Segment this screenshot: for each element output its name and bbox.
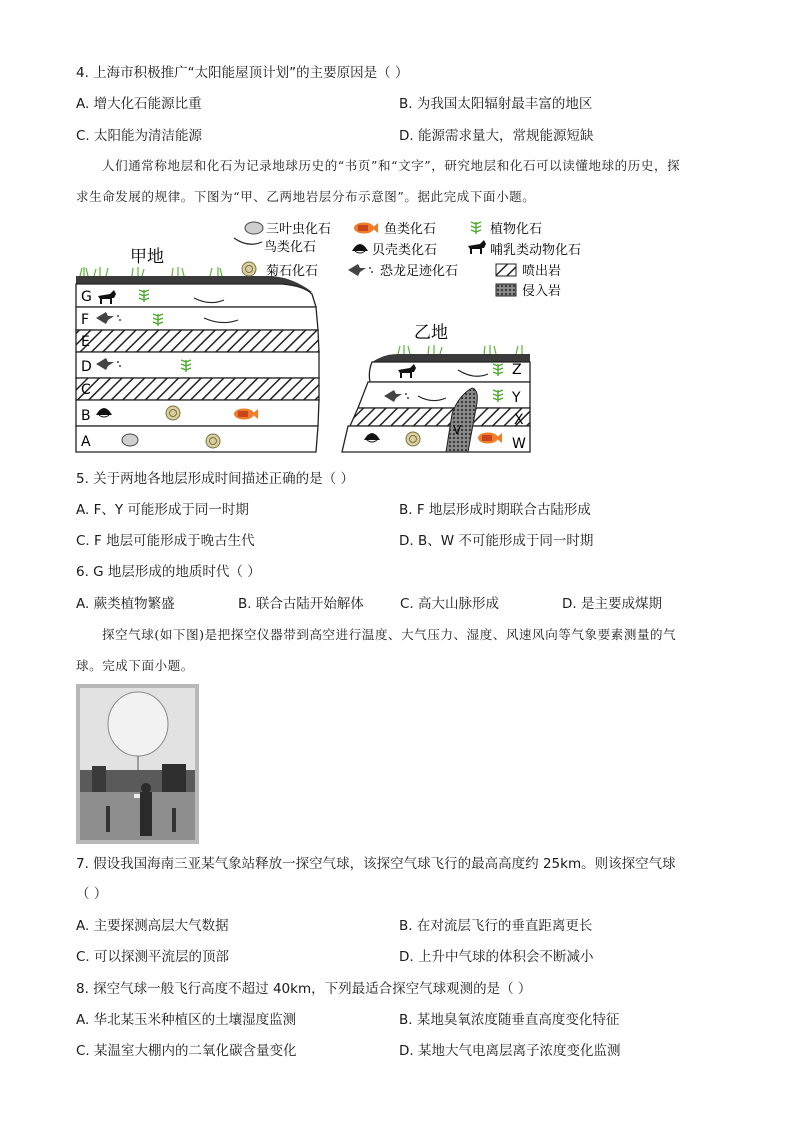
sounding-balloon-photo [76,684,199,844]
q5-stem: 5. 关于两地各地层形成时间描述正确的是（ ） [76,471,354,487]
trilobite-icon [245,222,263,234]
strata-figure [72,212,612,460]
svg-text:植物化石: 植物化石 [490,222,543,237]
svg-text:三叶虫化石: 三叶虫化石 [266,222,332,237]
label-a: A [81,434,91,450]
q4-option-d: D. 能源需求量大，常规能源短缺 [399,128,594,144]
svg-text:喷出岩: 喷出岩 [522,264,562,279]
intro1-line2: 求生命发展的规律。下图为“甲、乙两地岩层分布示意图”。据此完成下面小题。 [76,189,536,204]
jia-title: 甲地 [130,247,164,267]
layer-jia-a [76,426,318,452]
q4-option-a: A. 增大化石能源比重 [76,96,202,112]
bird-icon [234,238,262,244]
svg-text:恐龙足迹化石: 恐龙足迹化石 [380,264,459,279]
yi-title: 乙地 [414,323,448,343]
layer-jia-d [76,352,319,378]
q8-option-c: C. 某温室大棚内的二氧化碳含量变化 [76,1043,297,1059]
svg-text:鱼类化石: 鱼类化石 [384,222,437,237]
q4-stem: 4. 上海市积极推广“太阳能屋顶计划”的主要原因是（ ） [76,65,409,81]
q7-stem-line1: 7. 假设我国海南三亚某气象站释放一探空气球，该探空气球飞行的最高高度约 25km。则该探空气球 [76,856,676,872]
ammonite-icon [166,406,180,420]
q5-option-c: C. F 地层可能形成于晚古生代 [76,533,255,549]
q4-option-c: C. 太阳能为清洁能源 [76,128,203,144]
svg-text:贝壳类化石: 贝壳类化石 [372,243,438,258]
label-g: G [81,289,92,305]
q6-option-c: C. 高大山脉形成 [400,596,500,612]
ammonite-icon [206,434,220,448]
q7-option-a: A. 主要探测高层大气数据 [76,918,229,934]
q7-option-c: C. 可以探测平流层的顶部 [76,949,230,965]
q8-option-b: B. 某地臭氧浓度随垂直高度变化特征 [399,1012,620,1028]
q6-option-b: B. 联合古陆开始解体 [238,596,364,612]
ammonite-icon [242,262,256,276]
mammal-icon [468,240,486,254]
svg-text:侵入岩: 侵入岩 [522,284,562,299]
layer-jia-f [76,307,318,330]
label-w: W [512,436,526,452]
intrusive-rock-swatch [496,284,516,296]
svg-text:菊石化石: 菊石化石 [266,264,319,279]
layer-yi-x [350,408,530,426]
yi-grass [398,345,522,354]
label-v: V [453,423,462,437]
q8-option-a: A. 华北某玉米种植区的土壤湿度监测 [76,1012,297,1028]
intro2-line1: 探空气球(如下图)是把探空仪器带到高空进行温度、大气压力、湿度、风速风向等气象要素测量的气 [102,627,677,642]
ammonite-icon [406,432,420,446]
label-c: C [81,382,91,398]
plant-icon [471,222,481,234]
q7-option-b: B. 在对流层飞行的垂直距离更长 [399,918,593,934]
q4-option-b: B. 为我国太阳辐射最丰富的地区 [399,96,593,112]
label-f: F [81,312,90,328]
label-d: D [81,359,92,375]
q8-option-d: D. 某地大气电离层离子浓度变化监测 [399,1043,621,1059]
layer-yi-y [358,382,530,408]
yi-soil-cover [372,354,530,362]
q6-stem: 6. G 地层形成的地质时代（ ） [76,564,261,580]
intro2-line2: 球。完成下面小题。 [76,658,194,673]
extrusive-rock-swatch [496,264,516,276]
label-x: X [514,412,524,428]
layer-jia-e [76,330,319,352]
fish-icon [354,223,378,234]
svg-text:鸟类化石: 鸟类化石 [264,240,317,255]
q5-option-b: B. F 地层形成时期联合古陆形成 [399,502,591,518]
label-b: B [81,408,91,424]
shell-icon [352,244,368,253]
layer-yi-z [369,362,530,382]
q6-option-a: A. 蕨类植物繁盛 [76,596,175,612]
q5-option-a: A. F、Y 可能形成于同一时期 [76,502,249,518]
q7-stem-line2: （ ） [76,886,108,902]
label-e: E [81,334,90,350]
trilobite-icon [122,434,138,446]
label-z: Z [512,362,522,378]
layer-jia-c [76,378,319,400]
svg-text:哺乳类动物化石: 哺乳类动物化石 [490,243,582,258]
label-y: Y [512,390,521,406]
q7-option-d: D. 上升中气球的体积会不断减小 [399,949,594,965]
q5-option-d: D. B、W 不可能形成于同一时期 [399,533,594,549]
q6-option-d: D. 是主要成煤期 [562,596,662,612]
jia-grass [80,267,222,276]
q8-stem: 8. 探空气球一般飞行高度不超过 40km，下列最适合探空气球观测的是（ ） [76,981,532,997]
dino-track-icon [348,264,373,276]
layer-jia-b [76,400,319,426]
intro1-line1: 人们通常称地层和化石为记录地球历史的“书页”和“文字”，研究地层和化石可以读懂地球的历史，探 [102,158,681,173]
